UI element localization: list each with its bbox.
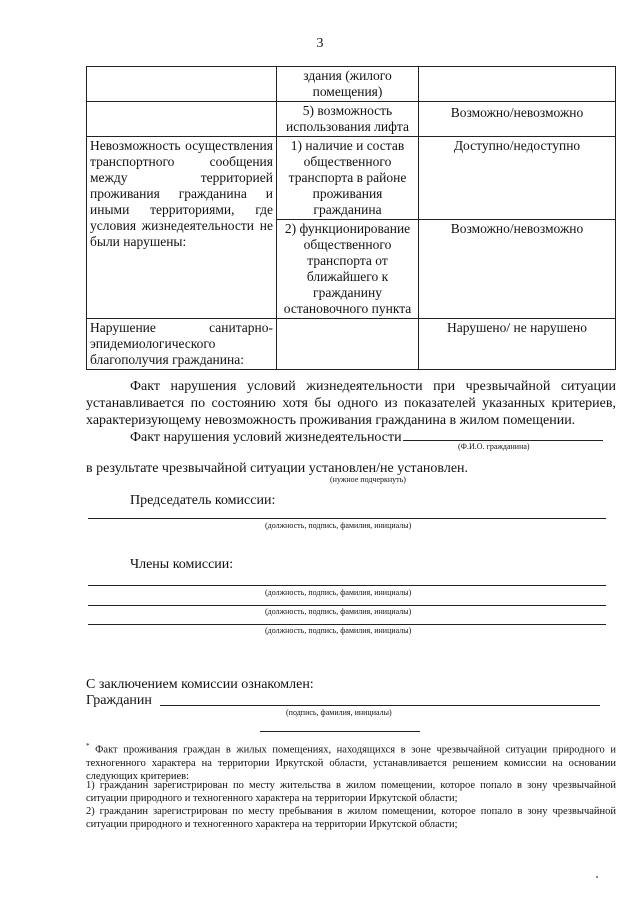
table-row <box>87 102 616 137</box>
table-cell: 2) функционирование общественного транспорта от ближайшего к гражданину остановочного пункта <box>277 220 419 319</box>
table-cell: Нарушено/ не нарушено <box>419 319 616 370</box>
result-line: в результате чрезвычайной ситуации установлен/не установлен. <box>86 461 469 476</box>
table-cell: Невозможность осуществления транспортного сообщения между территорией проживания гражданина и иными территориями, где условия жизнедеятельности не были нарушены: <box>87 137 277 319</box>
fact-line-label: Факт нарушения условий жизнедеятельности <box>130 430 402 445</box>
criteria-table <box>86 66 616 370</box>
table-cell: 5) возможность использования лифта <box>277 102 419 137</box>
table-cell <box>87 67 277 102</box>
members-label: Члены комиссии: <box>130 557 234 572</box>
scan-speck <box>596 876 598 878</box>
citizen-caption: (подпись, фамилия, инициалы) <box>286 708 392 717</box>
table-cell: Доступно/недоступно <box>419 137 616 220</box>
member-signature-line <box>88 605 606 606</box>
underline-caption: (нужное подчеркнуть) <box>330 475 406 484</box>
footnote-intro <box>86 740 616 783</box>
footnote-separator <box>260 731 420 732</box>
member-signature-line <box>88 624 606 625</box>
fact-paragraph: Факт нарушения условий жизнедеятельности при чрезвычайной ситуации устанавливается по состоянию хотя бы одного из показателей указанных критериев, характеризующему невозможность проживания гражданина в жилом помещении. <box>86 379 616 428</box>
table-cell: Возможно/невозможно <box>419 220 616 319</box>
table-cell: 1) наличие и состав общественного транспорта в районе проживания гражданина <box>277 137 419 220</box>
table-cell <box>277 319 419 370</box>
acquainted-label: С заключением комиссии ознакомлен: <box>86 677 314 692</box>
page-number: 3 <box>316 36 324 51</box>
member-signature-caption: (должность, подпись, фамилия, инициалы) <box>265 607 412 616</box>
footnote-intro-text: Факт проживания граждан в жилых помещениях, находящихся в зоне чрезвычайной ситуации природного и техногенного характера на территории Иркутской области, устанавливается решением комиссии на основании следующих критериев: <box>86 744 616 782</box>
table-cell: Нарушение санитарно-эпидемиологического благополучия гражданина: <box>87 319 277 370</box>
table-row <box>87 137 616 220</box>
table-cell <box>87 102 277 137</box>
fio-caption: (Ф.И.О. гражданина) <box>458 442 530 451</box>
member-signature-line <box>88 585 606 586</box>
chairman-signature-line <box>88 518 606 519</box>
chairman-label: Председатель комиссии: <box>130 493 276 508</box>
table-row <box>87 319 616 370</box>
footnote-marker: * <box>86 742 90 750</box>
footnote-item-1: 1) гражданин зарегистрирован по месту жительства в жилом помещении, которое попало в зону чрезвычайной ситуации природного и техногенного характера на территории Иркутской области; <box>86 780 616 804</box>
member-signature-caption: (должность, подпись, фамилия, инициалы) <box>265 588 412 597</box>
table-row <box>87 67 616 102</box>
table-cell: здания (жилого помещения) <box>277 67 419 102</box>
fio-line <box>403 440 603 441</box>
table-cell <box>419 67 616 102</box>
member-signature-caption: (должность, подпись, фамилия, инициалы) <box>265 626 412 635</box>
citizen-label: Гражданин <box>86 693 152 708</box>
footnote-item-2: 2) гражданин зарегистрирован по месту пребывания в жилом помещении, которое попало в зону чрезвычайной ситуации природного и техногенного характера на территории Иркутской области; <box>86 806 616 830</box>
citizen-signature-line <box>160 705 600 706</box>
chairman-signature-caption: (должность, подпись, фамилия, инициалы) <box>265 521 412 530</box>
table-cell: Возможно/невозможно <box>419 102 616 137</box>
